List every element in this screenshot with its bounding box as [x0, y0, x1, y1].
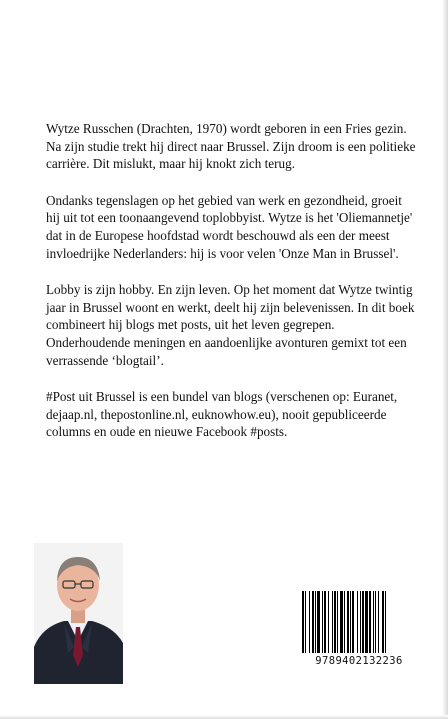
barcode-bar [378, 591, 379, 653]
page-bottom-shadow [0, 715, 448, 719]
blurb-paragraph-2: Ondanks tegenslagen op het gebied van werk en gezondheid, groeit hij uit tot een toonaangevend toplobbyist. Wytze is het 'Oliemannetje' dat in de Europese hoofdstad wordt beschouwd als een der meest invloedrijke Nederlanders: hij is voor velen 'Onze Man in Brussel'. [46, 192, 413, 261]
barcode-bar [362, 591, 364, 653]
barcode-bar [305, 591, 306, 653]
barcode-bar [352, 591, 354, 653]
barcode-bar [357, 591, 358, 653]
barcode-bar [328, 591, 329, 653]
barcode-bar [347, 591, 349, 653]
barcode-bar [373, 591, 374, 653]
barcode-bar [344, 591, 345, 653]
blurb-paragraph-1: Wytze Russchen (Drachten, 1970) wordt geboren in een Fries gezin. Na zijn studie trekt hij direct naar Brussel. Zijn droom is een politieke carrière. Dit mislukt, maar hij knokt zich terug. [46, 121, 416, 172]
barcode-bar [309, 591, 310, 653]
barcode-bar [315, 591, 316, 653]
back-cover-blurb [46, 120, 416, 460]
barcode-bar [302, 591, 304, 653]
barcode-bar [375, 591, 376, 653]
barcode-bar [324, 591, 326, 653]
barcode-bar [382, 591, 384, 653]
barcode-bar [312, 591, 314, 653]
blurb-paragraph-3: Lobby is zijn hobby. En zijn leven. Op het moment dat Wytze twintig jaar in Brussel woont en werkt, deelt hij zijn belevenissen. In dit boek combineert hij blogs met posts, uit het leven gegrepen. Onderhoudende meningen en aandoenlijke avonturen gemixt tot een verrassende ‘blogtail’. [46, 282, 415, 368]
barcode-bar [360, 591, 361, 653]
barcode-bar [385, 591, 386, 653]
page-edge-shadow [442, 0, 448, 719]
isbn-number: 9789402132236 [300, 655, 418, 667]
author-photo [34, 543, 123, 684]
barcode-bar [350, 591, 351, 653]
barcode-bar [322, 591, 323, 653]
blurb-paragraph-4: #Post uit Brussel is een bundel van blogs (verschenen op: Euranet, dejaap.nl, thepostonline.nl, euknowhow.eu), nooit gepubliceerde columns en oude en nieuwe Facebook #posts. [46, 389, 398, 440]
barcode-bar [340, 591, 343, 653]
barcode-bar [337, 591, 338, 653]
barcode-bar [365, 591, 368, 653]
barcode-bars [300, 591, 418, 653]
barcode-bar [334, 591, 336, 653]
author-portrait-illustration [34, 543, 123, 684]
barcode-bar [369, 591, 371, 653]
barcode-bar [317, 591, 320, 653]
barcode-bar [332, 591, 333, 653]
